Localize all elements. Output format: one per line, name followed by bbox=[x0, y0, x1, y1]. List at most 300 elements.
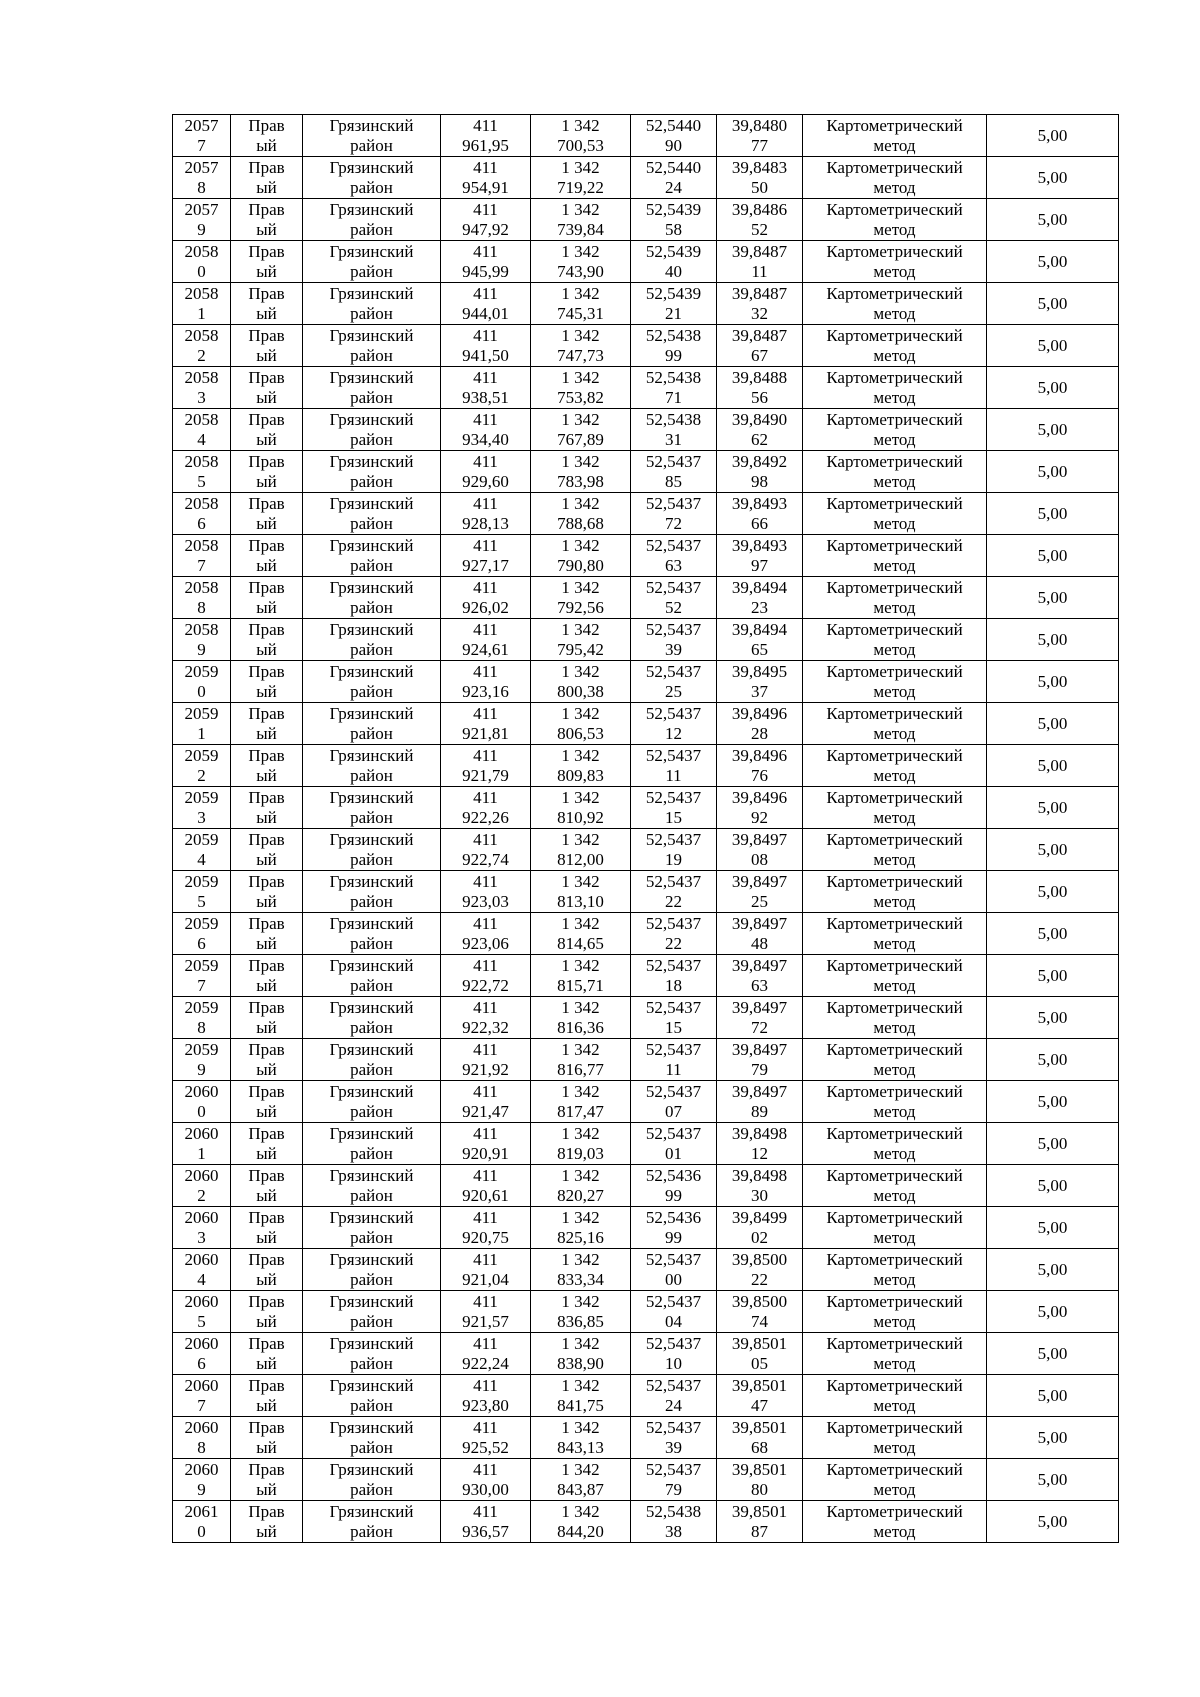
x-coordinate-cell bbox=[441, 493, 531, 535]
district-line: Грязинский bbox=[329, 955, 414, 975]
x-coordinate-line: 934,40 bbox=[462, 429, 509, 449]
accuracy-cell: 5,00 bbox=[987, 325, 1119, 367]
point-number-cell bbox=[173, 913, 231, 955]
y-coordinate-line: 813,10 bbox=[557, 891, 604, 911]
method-line: Картометрический bbox=[826, 451, 963, 471]
side-cell bbox=[231, 703, 303, 745]
method-line: Картометрический bbox=[826, 493, 963, 513]
district-cell bbox=[303, 1459, 441, 1501]
latitude-line: 18 bbox=[665, 975, 682, 995]
method-line: Картометрический bbox=[826, 1165, 963, 1185]
point-number-line: 9 bbox=[197, 219, 206, 239]
point-number-line: 2 bbox=[197, 1185, 206, 1205]
latitude-line: 99 bbox=[665, 345, 682, 365]
point-number-line: 8 bbox=[197, 1437, 206, 1457]
method-line: метод bbox=[873, 1227, 916, 1247]
district-line: район bbox=[350, 429, 393, 449]
method-cell bbox=[803, 829, 987, 871]
x-coordinate-line: 938,51 bbox=[462, 387, 509, 407]
longitude-line: 39,8497 bbox=[731, 1039, 788, 1059]
point-number-cell bbox=[173, 451, 231, 493]
y-coordinate-line: 1 342 bbox=[561, 1207, 600, 1227]
longitude-line: 63 bbox=[751, 975, 768, 995]
x-coordinate-line: 411 bbox=[473, 451, 498, 471]
method-line: метод bbox=[873, 471, 916, 491]
point-number-line: 4 bbox=[197, 1269, 206, 1289]
side-line: ый bbox=[256, 177, 277, 197]
y-coordinate-line: 1 342 bbox=[561, 1333, 600, 1353]
y-coordinate-cell bbox=[531, 577, 631, 619]
y-coordinate-line: 745,31 bbox=[557, 303, 604, 323]
y-coordinate-cell bbox=[531, 1165, 631, 1207]
method-cell bbox=[803, 451, 987, 493]
longitude-cell bbox=[717, 1333, 803, 1375]
longitude-line: 30 bbox=[751, 1185, 768, 1205]
y-coordinate-line: 1 342 bbox=[561, 115, 600, 135]
latitude-line: 10 bbox=[665, 1353, 682, 1373]
side-line: ый bbox=[256, 1521, 277, 1541]
table-row bbox=[173, 913, 1119, 955]
longitude-line: 65 bbox=[751, 639, 768, 659]
latitude-cell bbox=[631, 1291, 717, 1333]
point-number-cell bbox=[173, 871, 231, 913]
longitude-cell bbox=[717, 661, 803, 703]
point-number-line: 2058 bbox=[184, 619, 219, 639]
x-coordinate-line: 411 bbox=[473, 619, 498, 639]
y-coordinate-line: 1 342 bbox=[561, 157, 600, 177]
longitude-line: 12 bbox=[751, 1143, 768, 1163]
x-coordinate-line: 411 bbox=[473, 199, 498, 219]
side-line: ый bbox=[256, 345, 277, 365]
x-coordinate-line: 411 bbox=[473, 115, 498, 135]
method-cell bbox=[803, 409, 987, 451]
y-coordinate-line: 1 342 bbox=[561, 913, 600, 933]
y-coordinate-cell bbox=[531, 1039, 631, 1081]
longitude-line: 39,8487 bbox=[731, 241, 788, 261]
latitude-cell bbox=[631, 1459, 717, 1501]
district-cell bbox=[303, 367, 441, 409]
latitude-line: 52,5437 bbox=[645, 661, 702, 681]
x-coordinate-line: 941,50 bbox=[462, 345, 509, 365]
method-cell bbox=[803, 1249, 987, 1291]
side-line: Прав bbox=[248, 367, 285, 387]
longitude-cell bbox=[717, 1291, 803, 1333]
district-line: район bbox=[350, 1479, 393, 1499]
district-line: район bbox=[350, 639, 393, 659]
x-coordinate-line: 411 bbox=[473, 1501, 498, 1521]
x-coordinate-cell bbox=[441, 997, 531, 1039]
point-number-cell bbox=[173, 619, 231, 661]
y-coordinate-line: 1 342 bbox=[561, 367, 600, 387]
x-coordinate-line: 411 bbox=[473, 1081, 498, 1101]
method-cell bbox=[803, 157, 987, 199]
x-coordinate-cell bbox=[441, 115, 531, 157]
side-cell bbox=[231, 451, 303, 493]
x-coordinate-line: 411 bbox=[473, 661, 498, 681]
x-coordinate-line: 922,74 bbox=[462, 849, 509, 869]
y-coordinate-line: 836,85 bbox=[557, 1311, 604, 1331]
y-coordinate-line: 1 342 bbox=[561, 1291, 600, 1311]
district-cell bbox=[303, 787, 441, 829]
method-line: Картометрический bbox=[826, 703, 963, 723]
method-line: метод bbox=[873, 891, 916, 911]
x-coordinate-line: 924,61 bbox=[462, 639, 509, 659]
accuracy-cell: 5,00 bbox=[987, 1417, 1119, 1459]
longitude-line: 72 bbox=[751, 1017, 768, 1037]
x-coordinate-line: 954,91 bbox=[462, 177, 509, 197]
longitude-cell bbox=[717, 283, 803, 325]
method-line: метод bbox=[873, 429, 916, 449]
y-coordinate-cell bbox=[531, 1501, 631, 1543]
x-coordinate-line: 944,01 bbox=[462, 303, 509, 323]
y-coordinate-cell bbox=[531, 1207, 631, 1249]
point-number-cell bbox=[173, 535, 231, 577]
method-line: метод bbox=[873, 849, 916, 869]
y-coordinate-cell bbox=[531, 1459, 631, 1501]
side-line: ый bbox=[256, 303, 277, 323]
district-line: Грязинский bbox=[329, 1291, 414, 1311]
point-number-line: 2058 bbox=[184, 451, 219, 471]
method-line: Картометрический bbox=[826, 619, 963, 639]
x-coordinate-line: 921,92 bbox=[462, 1059, 509, 1079]
point-number-line: 2 bbox=[197, 765, 206, 785]
district-cell bbox=[303, 241, 441, 283]
side-line: ый bbox=[256, 429, 277, 449]
district-line: район bbox=[350, 1059, 393, 1079]
accuracy-cell: 5,00 bbox=[987, 1501, 1119, 1543]
table-row bbox=[173, 409, 1119, 451]
longitude-cell bbox=[717, 913, 803, 955]
x-coordinate-line: 411 bbox=[473, 1039, 498, 1059]
side-line: ый bbox=[256, 555, 277, 575]
longitude-line: 67 bbox=[751, 345, 768, 365]
y-coordinate-line: 1 342 bbox=[561, 1081, 600, 1101]
method-line: Картометрический bbox=[826, 1123, 963, 1143]
accuracy-cell: 5,00 bbox=[987, 997, 1119, 1039]
longitude-cell bbox=[717, 1207, 803, 1249]
district-line: Грязинский bbox=[329, 1249, 414, 1269]
method-line: метод bbox=[873, 135, 916, 155]
longitude-line: 39,8497 bbox=[731, 955, 788, 975]
accuracy-cell: 5,00 bbox=[987, 577, 1119, 619]
longitude-line: 37 bbox=[751, 681, 768, 701]
table-row bbox=[173, 1291, 1119, 1333]
table-row bbox=[173, 829, 1119, 871]
point-number-line: 3 bbox=[197, 387, 206, 407]
x-coordinate-cell bbox=[441, 787, 531, 829]
latitude-line: 22 bbox=[665, 891, 682, 911]
district-line: район bbox=[350, 723, 393, 743]
district-line: район bbox=[350, 387, 393, 407]
method-cell bbox=[803, 1039, 987, 1081]
y-coordinate-line: 810,92 bbox=[557, 807, 604, 827]
side-cell bbox=[231, 955, 303, 997]
longitude-line: 39,8494 bbox=[731, 577, 788, 597]
latitude-line: 52,5437 bbox=[645, 1039, 702, 1059]
point-number-cell bbox=[173, 661, 231, 703]
longitude-cell bbox=[717, 241, 803, 283]
x-coordinate-line: 411 bbox=[473, 1459, 498, 1479]
point-number-line: 1 bbox=[197, 723, 206, 743]
method-line: Картометрический bbox=[826, 577, 963, 597]
longitude-line: 39,8497 bbox=[731, 1081, 788, 1101]
x-coordinate-cell bbox=[441, 619, 531, 661]
table-row bbox=[173, 745, 1119, 787]
point-number-cell bbox=[173, 1249, 231, 1291]
longitude-cell bbox=[717, 157, 803, 199]
longitude-line: 39,8498 bbox=[731, 1123, 788, 1143]
x-coordinate-cell bbox=[441, 1249, 531, 1291]
latitude-line: 52,5437 bbox=[645, 955, 702, 975]
latitude-line: 52,5437 bbox=[645, 913, 702, 933]
coordinates-table bbox=[172, 114, 1119, 1543]
method-cell bbox=[803, 619, 987, 661]
x-coordinate-line: 920,91 bbox=[462, 1143, 509, 1163]
x-coordinate-line: 411 bbox=[473, 535, 498, 555]
longitude-line: 74 bbox=[751, 1311, 768, 1331]
latitude-cell bbox=[631, 367, 717, 409]
longitude-line: 39,8487 bbox=[731, 283, 788, 303]
longitude-cell bbox=[717, 325, 803, 367]
latitude-cell bbox=[631, 1039, 717, 1081]
x-coordinate-line: 411 bbox=[473, 1333, 498, 1353]
method-cell bbox=[803, 745, 987, 787]
point-number-cell bbox=[173, 1039, 231, 1081]
y-coordinate-cell bbox=[531, 493, 631, 535]
district-line: район bbox=[350, 135, 393, 155]
x-coordinate-line: 928,13 bbox=[462, 513, 509, 533]
y-coordinate-line: 843,13 bbox=[557, 1437, 604, 1457]
latitude-line: 52,5437 bbox=[645, 997, 702, 1017]
method-line: Картометрический bbox=[826, 913, 963, 933]
y-coordinate-cell bbox=[531, 409, 631, 451]
accuracy-cell: 5,00 bbox=[987, 1249, 1119, 1291]
y-coordinate-line: 1 342 bbox=[561, 409, 600, 429]
method-line: метод bbox=[873, 1311, 916, 1331]
point-number-line: 2058 bbox=[184, 325, 219, 345]
district-line: район bbox=[350, 1353, 393, 1373]
latitude-line: 00 bbox=[665, 1269, 682, 1289]
side-cell bbox=[231, 241, 303, 283]
x-coordinate-cell bbox=[441, 955, 531, 997]
accuracy-cell: 5,00 bbox=[987, 1039, 1119, 1081]
longitude-line: 39,8497 bbox=[731, 997, 788, 1017]
side-line: Прав bbox=[248, 493, 285, 513]
table-row bbox=[173, 1417, 1119, 1459]
y-coordinate-line: 788,68 bbox=[557, 513, 604, 533]
accuracy-cell: 5,00 bbox=[987, 871, 1119, 913]
method-line: метод bbox=[873, 933, 916, 953]
method-line: Картометрический bbox=[826, 535, 963, 555]
method-line: Картометрический bbox=[826, 115, 963, 135]
method-line: метод bbox=[873, 975, 916, 995]
latitude-cell bbox=[631, 997, 717, 1039]
point-number-line: 2060 bbox=[184, 1417, 219, 1437]
x-coordinate-line: 947,92 bbox=[462, 219, 509, 239]
point-number-cell bbox=[173, 829, 231, 871]
side-cell bbox=[231, 115, 303, 157]
y-coordinate-line: 817,47 bbox=[557, 1101, 604, 1121]
district-cell bbox=[303, 451, 441, 493]
side-line: ый bbox=[256, 723, 277, 743]
method-line: Картометрический bbox=[826, 1417, 963, 1437]
longitude-cell bbox=[717, 199, 803, 241]
method-cell bbox=[803, 787, 987, 829]
point-number-line: 1 bbox=[197, 1143, 206, 1163]
table-row bbox=[173, 1165, 1119, 1207]
side-line: Прав bbox=[248, 955, 285, 975]
point-number-line: 2057 bbox=[184, 199, 219, 219]
district-cell bbox=[303, 997, 441, 1039]
point-number-line: 6 bbox=[197, 1353, 206, 1373]
y-coordinate-cell bbox=[531, 955, 631, 997]
latitude-line: 39 bbox=[665, 639, 682, 659]
method-cell bbox=[803, 1417, 987, 1459]
x-coordinate-line: 411 bbox=[473, 1375, 498, 1395]
latitude-line: 99 bbox=[665, 1185, 682, 1205]
x-coordinate-line: 411 bbox=[473, 955, 498, 975]
y-coordinate-cell bbox=[531, 745, 631, 787]
x-coordinate-line: 921,81 bbox=[462, 723, 509, 743]
y-coordinate-cell bbox=[531, 241, 631, 283]
point-number-line: 2060 bbox=[184, 1249, 219, 1269]
point-number-line: 2058 bbox=[184, 409, 219, 429]
method-cell bbox=[803, 1123, 987, 1165]
latitude-line: 52,5438 bbox=[645, 409, 702, 429]
point-number-cell bbox=[173, 1375, 231, 1417]
side-line: Прав bbox=[248, 1249, 285, 1269]
accuracy-cell: 5,00 bbox=[987, 1165, 1119, 1207]
longitude-line: 02 bbox=[751, 1227, 768, 1247]
point-number-line: 2 bbox=[197, 345, 206, 365]
point-number-line: 5 bbox=[197, 471, 206, 491]
x-coordinate-cell bbox=[441, 283, 531, 325]
district-line: Грязинский bbox=[329, 1165, 414, 1185]
x-coordinate-cell bbox=[441, 367, 531, 409]
point-number-line: 2059 bbox=[184, 997, 219, 1017]
side-line: Прав bbox=[248, 409, 285, 429]
side-cell bbox=[231, 745, 303, 787]
method-line: Картометрический bbox=[826, 325, 963, 345]
district-line: район bbox=[350, 1437, 393, 1457]
latitude-line: 52,5438 bbox=[645, 325, 702, 345]
method-line: Картометрический bbox=[826, 1459, 963, 1479]
longitude-cell bbox=[717, 619, 803, 661]
longitude-line: 39,8497 bbox=[731, 871, 788, 891]
side-line: ый bbox=[256, 597, 277, 617]
side-cell bbox=[231, 1501, 303, 1543]
point-number-line: 2059 bbox=[184, 745, 219, 765]
longitude-line: 66 bbox=[751, 513, 768, 533]
method-cell bbox=[803, 1081, 987, 1123]
latitude-line: 22 bbox=[665, 933, 682, 953]
method-cell bbox=[803, 871, 987, 913]
district-line: Грязинский bbox=[329, 115, 414, 135]
x-coordinate-line: 411 bbox=[473, 409, 498, 429]
longitude-line: 68 bbox=[751, 1437, 768, 1457]
longitude-cell bbox=[717, 1039, 803, 1081]
method-cell bbox=[803, 997, 987, 1039]
latitude-cell bbox=[631, 619, 717, 661]
longitude-line: 39,8498 bbox=[731, 1165, 788, 1185]
latitude-line: 52,5437 bbox=[645, 703, 702, 723]
y-coordinate-cell bbox=[531, 325, 631, 367]
side-cell bbox=[231, 325, 303, 367]
x-coordinate-cell bbox=[441, 157, 531, 199]
y-coordinate-line: 819,03 bbox=[557, 1143, 604, 1163]
x-coordinate-line: 920,75 bbox=[462, 1227, 509, 1247]
x-coordinate-cell bbox=[441, 913, 531, 955]
method-line: Картометрический bbox=[826, 871, 963, 891]
longitude-cell bbox=[717, 1165, 803, 1207]
point-number-line: 2059 bbox=[184, 661, 219, 681]
point-number-cell bbox=[173, 577, 231, 619]
x-coordinate-line: 922,72 bbox=[462, 975, 509, 995]
point-number-cell bbox=[173, 115, 231, 157]
latitude-cell bbox=[631, 577, 717, 619]
district-line: Грязинский bbox=[329, 199, 414, 219]
latitude-cell bbox=[631, 1165, 717, 1207]
y-coordinate-line: 1 342 bbox=[561, 535, 600, 555]
table-row bbox=[173, 661, 1119, 703]
y-coordinate-line: 739,84 bbox=[557, 219, 604, 239]
latitude-line: 52,5437 bbox=[645, 1333, 702, 1353]
district-line: Грязинский bbox=[329, 241, 414, 261]
x-coordinate-line: 411 bbox=[473, 913, 498, 933]
side-cell bbox=[231, 871, 303, 913]
accuracy-cell: 5,00 bbox=[987, 829, 1119, 871]
district-line: Грязинский bbox=[329, 577, 414, 597]
latitude-cell bbox=[631, 1207, 717, 1249]
method-line: метод bbox=[873, 261, 916, 281]
y-coordinate-line: 1 342 bbox=[561, 703, 600, 723]
x-coordinate-line: 411 bbox=[473, 283, 498, 303]
district-cell bbox=[303, 619, 441, 661]
x-coordinate-cell bbox=[441, 577, 531, 619]
method-cell bbox=[803, 955, 987, 997]
latitude-line: 21 bbox=[665, 303, 682, 323]
side-line: ый bbox=[256, 1353, 277, 1373]
latitude-cell bbox=[631, 157, 717, 199]
table-row bbox=[173, 955, 1119, 997]
latitude-cell bbox=[631, 325, 717, 367]
side-line: ый bbox=[256, 975, 277, 995]
point-number-cell bbox=[173, 1123, 231, 1165]
side-cell bbox=[231, 1165, 303, 1207]
latitude-line: 52,5437 bbox=[645, 577, 702, 597]
district-line: Грязинский bbox=[329, 871, 414, 891]
district-line: район bbox=[350, 1521, 393, 1541]
longitude-cell bbox=[717, 745, 803, 787]
y-coordinate-line: 767,89 bbox=[557, 429, 604, 449]
method-line: Картометрический bbox=[826, 1207, 963, 1227]
method-line: метод bbox=[873, 303, 916, 323]
latitude-line: 52,5437 bbox=[645, 1249, 702, 1269]
method-line: метод bbox=[873, 387, 916, 407]
side-line: Прав bbox=[248, 745, 285, 765]
side-line: ый bbox=[256, 681, 277, 701]
x-coordinate-cell bbox=[441, 829, 531, 871]
side-line: Прав bbox=[248, 535, 285, 555]
district-line: Грязинский bbox=[329, 451, 414, 471]
latitude-cell bbox=[631, 1501, 717, 1543]
latitude-cell bbox=[631, 535, 717, 577]
method-line: Картометрический bbox=[826, 283, 963, 303]
point-number-cell bbox=[173, 157, 231, 199]
side-line: ый bbox=[256, 471, 277, 491]
longitude-cell bbox=[717, 1417, 803, 1459]
latitude-line: 72 bbox=[665, 513, 682, 533]
